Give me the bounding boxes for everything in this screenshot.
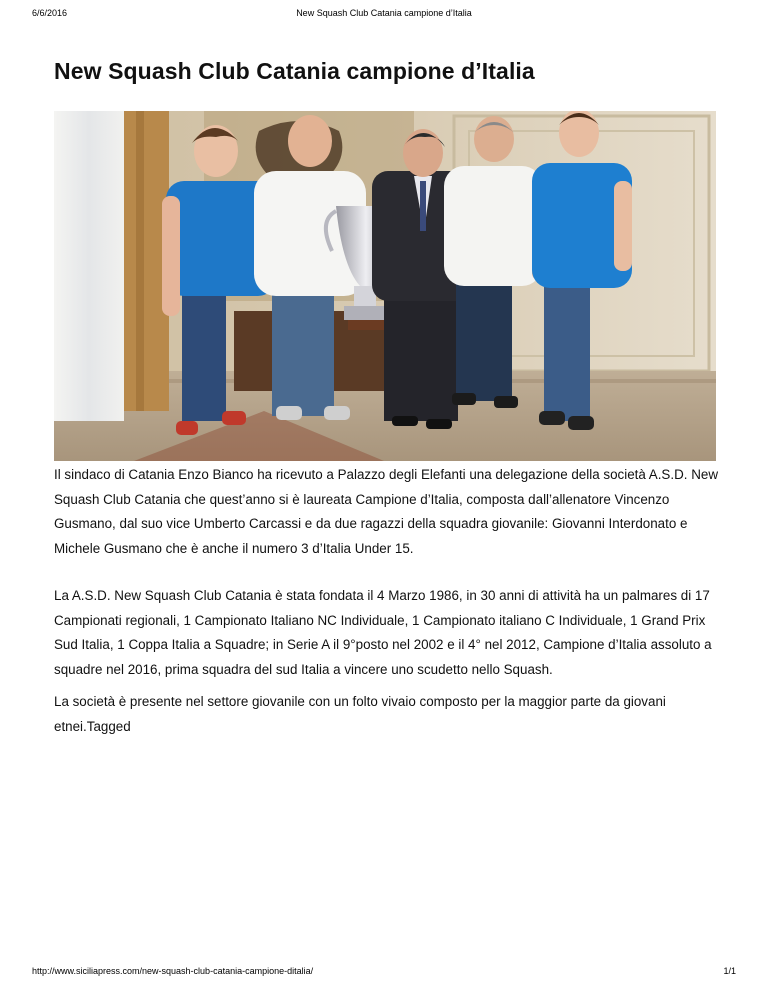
page-count: 1/1: [723, 966, 736, 976]
print-footer: [0, 966, 768, 980]
team-photo-illustration: [54, 111, 716, 461]
article-title: New Squash Club Catania campione d’Italia: [54, 58, 535, 84]
article-paragraph: La A.S.D. New Squash Club Catania è stata fondata il 4 Marzo 1986, in 30 anni di attività ha un palmares di 17 Campionati regionali, 1 Campionato Italiano NC Individuale, 1 Campionato italiano C Individuale, 1 Grand Prix Sud Italia, 1 Coppa Italia a Squadre; in Serie A il 9°posto nel 2002 e il 4° nel 2012, Campione d’Italia assoluto a squadre nel 2016, prima squadra del sud Italia a vincere uno scudetto nello Squash.: [54, 588, 712, 677]
print-date: 6/6/2016: [32, 8, 68, 18]
article-paragraph: Il sindaco di Catania Enzo Bianco ha ricevuto a Palazzo degli Elefanti una delegazione della società A.S.D. New Squash Club Catania che quest’anno si è laureata Campione d’Italia, composta dall’allenatore Vincenzo Gusmano, dal suo vice Umberto Carcassi e da due ragazzi della squadra giovanile: Giovanni Interdonato e Michele Gusmano che è anche il numero 3 d’Italia Under 15.: [54, 467, 718, 556]
article-body: [54, 463, 718, 739]
article-paragraph: La società è presente nel settore giovanile con un folto vivaio composto per la maggior parte da giovani etnei.Tagged: [54, 694, 666, 734]
print-page-title: New Squash Club Catania campione d’Italia: [296, 8, 472, 18]
print-header: [0, 8, 768, 22]
article-photo: [54, 111, 716, 461]
print-url: http://www.siciliapress.com/new-squash-club-catania-campione-ditalia/: [32, 966, 314, 976]
